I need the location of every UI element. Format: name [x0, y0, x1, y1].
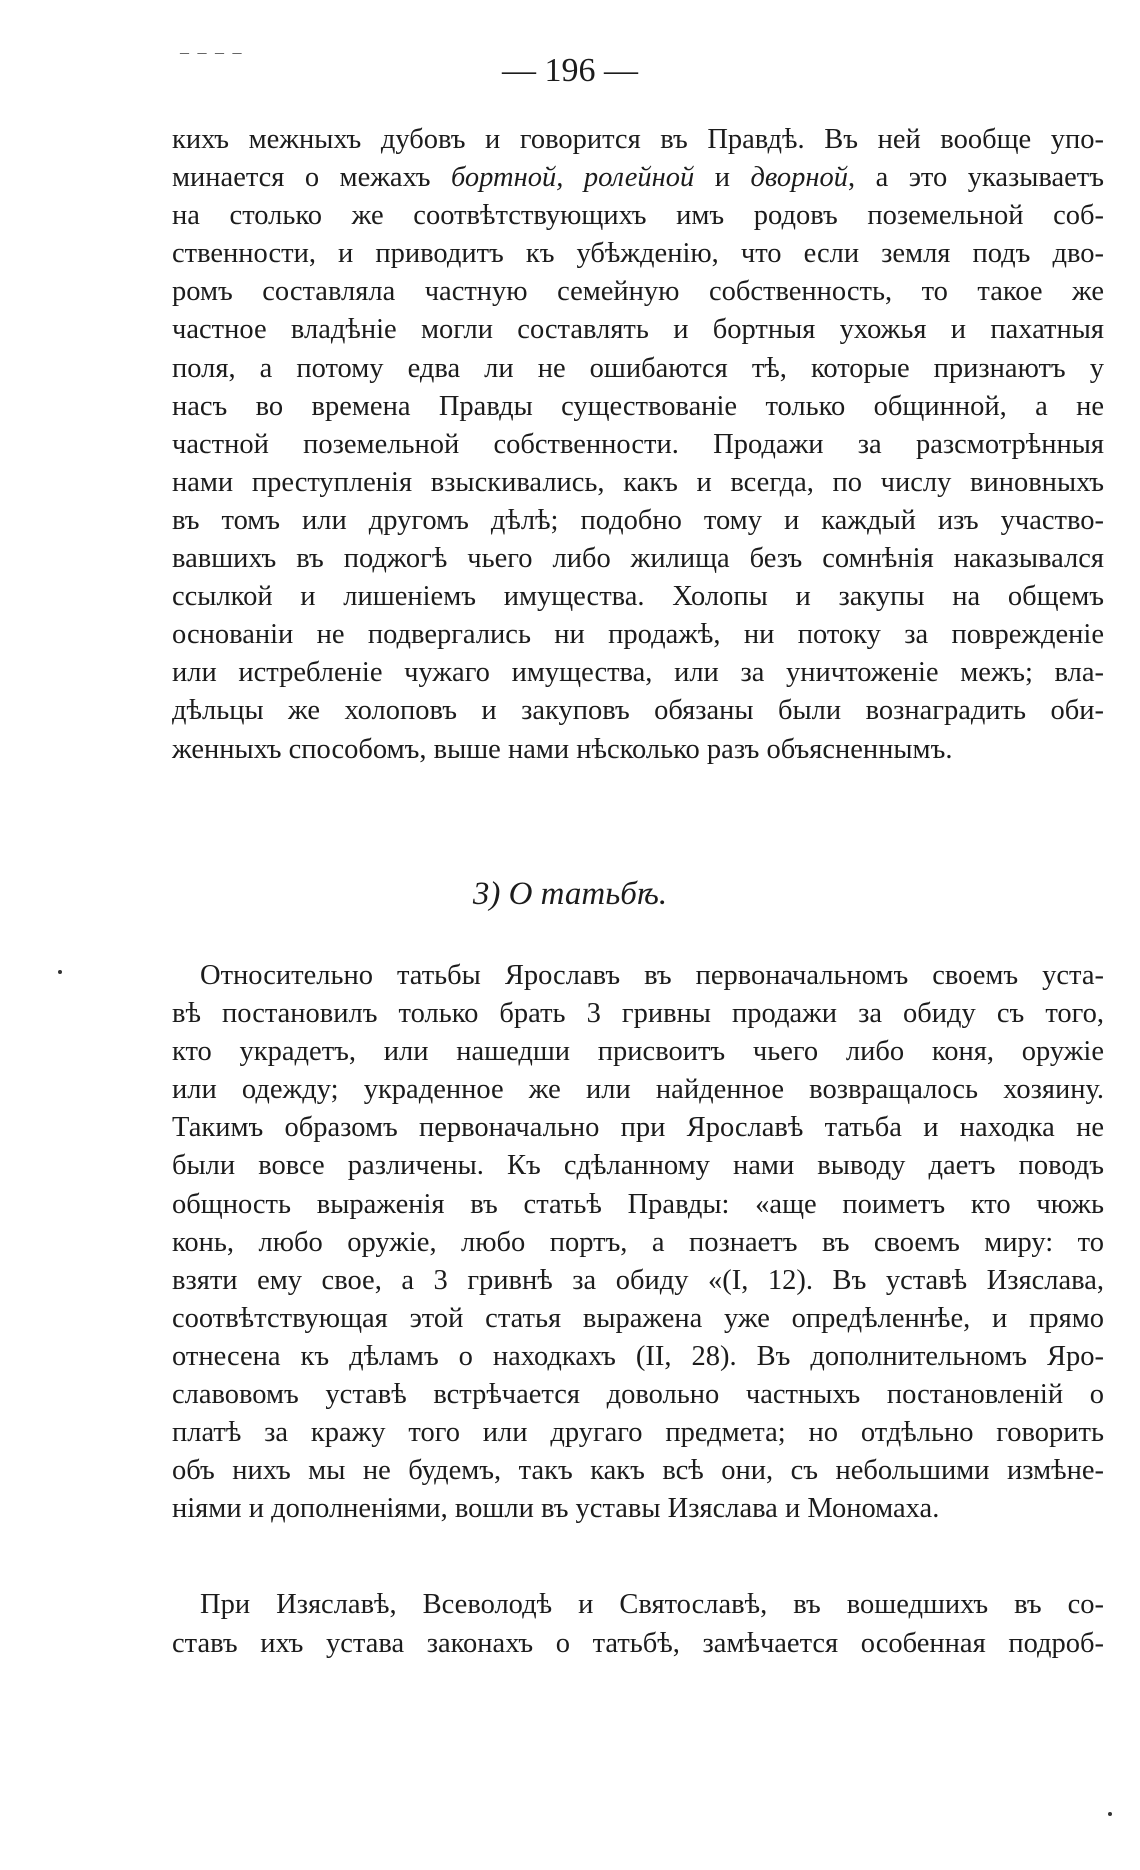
- text-line: основаніи не подвергались ни продажѣ, ни потоку за поврежденіе: [172, 619, 1104, 651]
- text-line: конь, любо оружіе, любо портъ, а познаетъ въ своемъ миру: то: [172, 1226, 1104, 1258]
- text-line: или истребленіе чужаго имущества, или за уничтоженіе межъ; вла-: [172, 657, 1104, 689]
- text-line: нами преступленія взыскивались, какъ и всегда, по числу виновныхъ: [172, 466, 1104, 498]
- text-line: Относительно татьбы Ярославъ въ первоначальномъ своемъ уста-: [200, 960, 1104, 991]
- paragraph-tatba: [172, 957, 1104, 1528]
- text-line: При Изяславѣ, Всеволодѣ и Святославѣ, въ вошедшихъ въ со-: [200, 1589, 1104, 1620]
- paragraph-izyaslav: [172, 1585, 1104, 1663]
- text-line: дѣльцы же холоповъ и закуповъ обязаны были вознаградить оби-: [172, 695, 1104, 727]
- text-line: насъ во времена Правды существованіе только общинной, а не: [172, 390, 1104, 422]
- text-line: поля, а потому едва ли не ошибаются тѣ, которые признаютъ у: [172, 352, 1104, 384]
- text-line: платѣ за кражу того или другаго предмета; но отдѣльно говорить: [172, 1417, 1104, 1449]
- text-line: ніями и дополненіями, вошли въ уставы Изяслава и Мономаха.: [172, 1493, 940, 1525]
- text-line: ссылкой и лишеніемъ имущества. Холопы и закупы на общемъ: [172, 581, 1104, 613]
- text-line: на столько же соотвѣтствующихъ имъ родовъ поземельной соб-: [172, 200, 1104, 232]
- section-heading: 3) О татьбѣ.: [472, 876, 668, 912]
- text-line: ственности, и приводитъ къ убѣжденію, что если земля подъ дво-: [172, 238, 1104, 270]
- text-line: въ томъ или другомъ дѣлѣ; подобно тому и каждый изъ участво-: [172, 504, 1104, 536]
- text-line: ставъ ихъ устава законахъ о татьбѣ, замѣчается особенная подроб-: [172, 1628, 1104, 1659]
- text-line: общность выраженія въ статьѣ Правды: «аще поиметъ кто чюжь: [172, 1188, 1104, 1220]
- top-margin-marks: ‒ ‒ ‒ ‒: [180, 42, 244, 62]
- italic-term: бортной, ролейной: [450, 162, 695, 194]
- text-line: женныхъ способомъ, выше нами нѣсколько разъ объясненнымъ.: [172, 733, 953, 765]
- page-number: — 196 —: [502, 52, 638, 89]
- italic-term: дворной: [750, 162, 849, 194]
- text-line: Такимъ образомъ первоначально при Ярославѣ татьба и находка не: [172, 1112, 1104, 1144]
- text-line: отнесена къ дѣламъ о находкахъ (II, 28). Въ дополнительномъ Яро-: [172, 1340, 1104, 1372]
- text-line: вавшихъ въ поджогѣ чьего либо жилища безъ сомнѣнія наказывался: [172, 543, 1104, 575]
- margin-dot: [58, 970, 62, 974]
- text-line: объ нихъ мы не будемъ, такъ какъ всѣ они, съ небольшими измѣне-: [172, 1455, 1104, 1487]
- text-line: взяти ему свое, а 3 гривнѣ за обиду «(I, 12). Въ уставѣ Изяслава,: [172, 1264, 1104, 1296]
- text-line-mixed: [172, 159, 1104, 197]
- text-line: или одежду; украденное же или найденное возвращалось хозяину.: [172, 1074, 1104, 1106]
- text-line: ромъ составляла частную семейную собственность, то такое же: [172, 276, 1104, 308]
- text-line: кто украдетъ, или нашедши присвоитъ чьего либо коня, оружіе: [172, 1036, 1104, 1068]
- text-line: вѣ постановилъ только брать 3 гривны продажи за обиду съ того,: [172, 998, 1104, 1030]
- text-fragment: , а это указываетъ: [848, 162, 1104, 194]
- text-fragment: минается о межахъ: [172, 162, 431, 194]
- text-fragment: и: [714, 162, 730, 194]
- text-line: частной поземельной собственности. Продажи за разсмотрѣнныя: [172, 428, 1104, 460]
- margin-dot: [1108, 1812, 1112, 1816]
- text-line: были вовсе различены. Къ сдѣланному нами выводу даетъ поводъ: [172, 1150, 1104, 1182]
- text-line: славовомъ уставѣ встрѣчается довольно частныхъ постановленій о: [172, 1379, 1104, 1411]
- text-line: частное владѣніе могли составлять и бортныя ухожья и пахатныя: [172, 314, 1104, 346]
- text-line: кихъ межныхъ дубовъ и говорится въ Правдѣ. Въ ней вообще упо-: [172, 124, 1104, 155]
- text-line: соотвѣтствующая этой статья выражена уже опредѣленнѣе, и прямо: [172, 1302, 1104, 1334]
- paragraph-continued: [172, 121, 1104, 769]
